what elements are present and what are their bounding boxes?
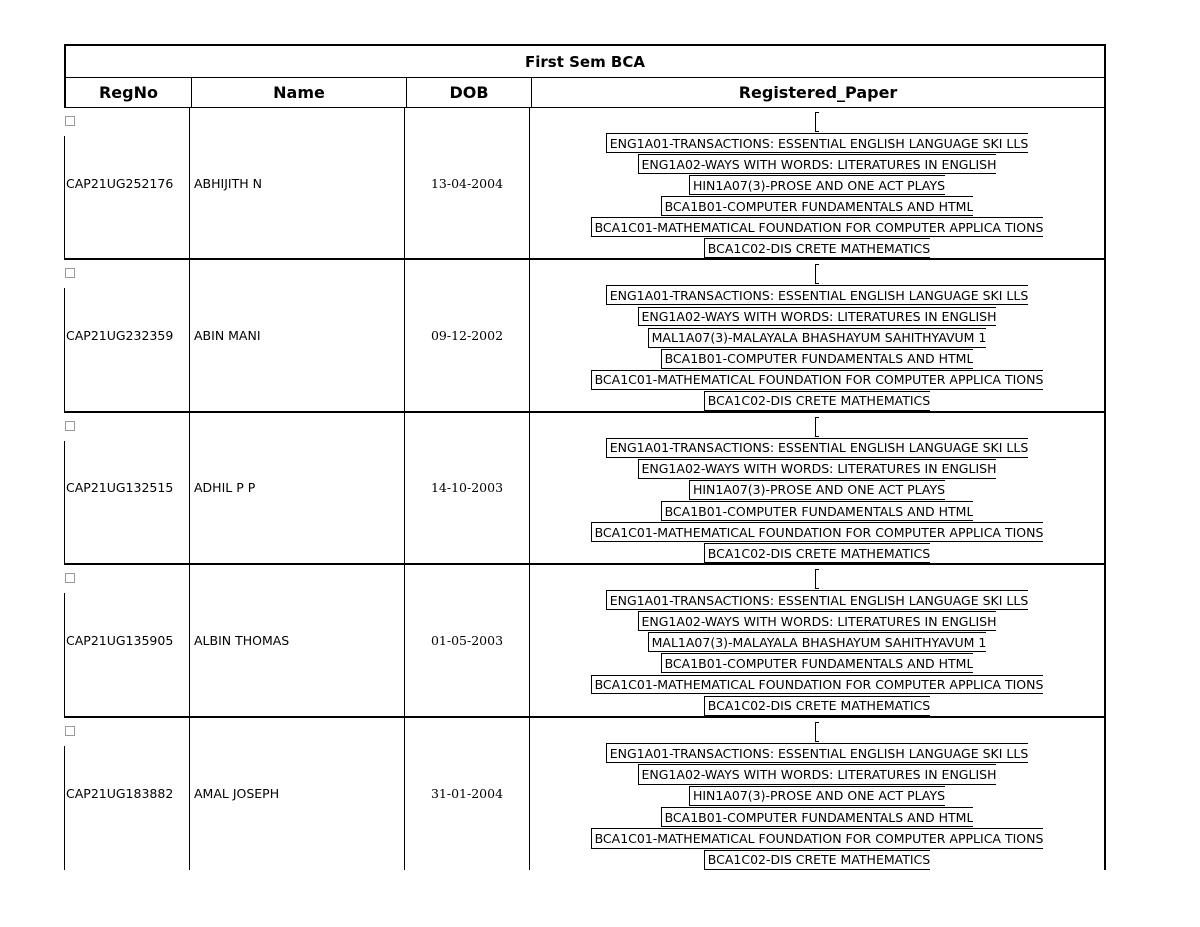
paper-item: MAL1A07(3)-MALAYALA BHASHAYUM SAHITHYAVUM 1 [648,328,987,348]
student-row [64,565,1106,717]
paper-item: BCA1C01-MATHEMATICAL FOUNDATION FOR COMPUTER APPLICA TIONS [591,675,1044,695]
paper-item [815,264,819,284]
name-cell: ABIN MANI [189,260,404,410]
name-cell: AMAL JOSEPH [189,718,404,870]
paper-item: BCA1B01-COMPUTER FUNDAMENTALS AND HTML [661,501,974,521]
paper-item: BCA1C01-MATHEMATICAL FOUNDATION FOR COMPUTER APPLICA TIONS [591,370,1044,390]
dob-cell: 31-01-2004 [404,718,529,870]
registered-paper-cell [529,565,1104,715]
paper-item: BCA1B01-COMPUTER FUNDAMENTALS AND HTML [661,349,974,369]
paper-item: MAL1A07(3)-MALAYALA BHASHAYUM SAHITHYAVUM 1 [648,632,987,652]
paper-item: BCA1C01-MATHEMATICAL FOUNDATION FOR COMPUTER APPLICA TIONS [591,828,1044,848]
name-cell: ADHIL P P [189,413,404,563]
paper-item: ENG1A01-TRANSACTIONS: ESSENTIAL ENGLISH LANGUAGE SKI LLS [606,590,1029,610]
regno-value: CAP21UG232359 [66,328,174,344]
paper-item: BCA1C02-DIS CRETE MATHEMATICS [704,543,930,563]
registered-paper-cell [529,718,1104,870]
regno-value: CAP21UG135905 [66,632,174,648]
paper-item: ENG1A02-WAYS WITH WORDS: LITERATURES IN ENGLISH [638,764,997,784]
paper-item: ENG1A01-TRANSACTIONS: ESSENTIAL ENGLISH LANGUAGE SKI LLS [606,438,1029,458]
regno-value: CAP21UG132515 [66,480,174,496]
dob-cell: 14-10-2003 [404,413,529,563]
paper-item: BCA1C02-DIS CRETE MATHEMATICS [704,391,930,411]
regno-value: CAP21UG183882 [66,786,174,802]
name-cell: ALBIN THOMAS [189,565,404,715]
header-row [64,78,1106,108]
paper-item: ENG1A02-WAYS WITH WORDS: LITERATURES IN ENGLISH [638,154,997,174]
paper-item [815,417,819,437]
dob-cell: 01-05-2003 [404,565,529,715]
student-row [64,718,1106,870]
regno-cell [64,108,189,258]
student-row [64,260,1106,412]
row-checkbox-icon[interactable] [65,573,75,583]
regno-cell [64,260,189,410]
paper-item [815,569,819,589]
regno-cell [64,718,189,870]
paper-item: BCA1C02-DIS CRETE MATHEMATICS [704,696,930,716]
row-checkbox-icon[interactable] [65,726,75,736]
row-checkbox-icon[interactable] [65,116,75,126]
registered-paper-cell [529,413,1104,563]
registered-paper-cell [529,108,1104,258]
paper-item [815,722,819,742]
row-left-border [64,593,65,715]
student-row [64,413,1106,565]
row-checkbox-icon[interactable] [65,268,75,278]
paper-item: BCA1C02-DIS CRETE MATHEMATICS [704,850,930,870]
paper-item: ENG1A02-WAYS WITH WORDS: LITERATURES IN ENGLISH [638,307,997,327]
paper-item: BCA1B01-COMPUTER FUNDAMENTALS AND HTML [661,653,974,673]
paper-item: ENG1A02-WAYS WITH WORDS: LITERATURES IN ENGLISH [638,611,997,631]
paper-item: HIN1A07(3)-PROSE AND ONE ACT PLAYS [689,175,945,195]
paper-item: BCA1C02-DIS CRETE MATHEMATICS [704,238,930,258]
report-table [64,44,1106,870]
paper-item: BCA1C01-MATHEMATICAL FOUNDATION FOR COMPUTER APPLICA TIONS [591,217,1044,237]
header-dob: DOB [406,78,531,107]
paper-item: ENG1A01-TRANSACTIONS: ESSENTIAL ENGLISH LANGUAGE SKI LLS [606,743,1029,763]
row-left-border [64,746,65,870]
paper-item [815,112,819,132]
regno-value: CAP21UG252176 [66,175,174,191]
paper-item: BCA1C01-MATHEMATICAL FOUNDATION FOR COMPUTER APPLICA TIONS [591,522,1044,542]
student-row [64,108,1106,260]
paper-item: ENG1A01-TRANSACTIONS: ESSENTIAL ENGLISH LANGUAGE SKI LLS [606,285,1029,305]
paper-item: BCA1B01-COMPUTER FUNDAMENTALS AND HTML [661,807,974,827]
header-registered-paper: Registered_Paper [531,78,1104,107]
paper-item: BCA1B01-COMPUTER FUNDAMENTALS AND HTML [661,196,974,216]
paper-item: ENG1A01-TRANSACTIONS: ESSENTIAL ENGLISH LANGUAGE SKI LLS [606,133,1029,153]
row-checkbox-icon[interactable] [65,421,75,431]
student-records [64,108,1106,870]
table-title: First Sem BCA [64,44,1106,78]
paper-item: HIN1A07(3)-PROSE AND ONE ACT PLAYS [689,480,945,500]
row-left-border [64,288,65,410]
paper-item: ENG1A02-WAYS WITH WORDS: LITERATURES IN ENGLISH [638,459,997,479]
row-left-border [64,136,65,258]
dob-cell: 09-12-2002 [404,260,529,410]
registered-paper-cell [529,260,1104,410]
header-name: Name [191,78,406,107]
regno-cell [64,413,189,563]
regno-cell [64,565,189,715]
header-regno: RegNo [98,83,158,102]
row-left-border [64,441,65,563]
dob-cell: 13-04-2004 [404,108,529,258]
name-cell: ABHIJITH N [189,108,404,258]
paper-item: HIN1A07(3)-PROSE AND ONE ACT PLAYS [689,786,945,806]
